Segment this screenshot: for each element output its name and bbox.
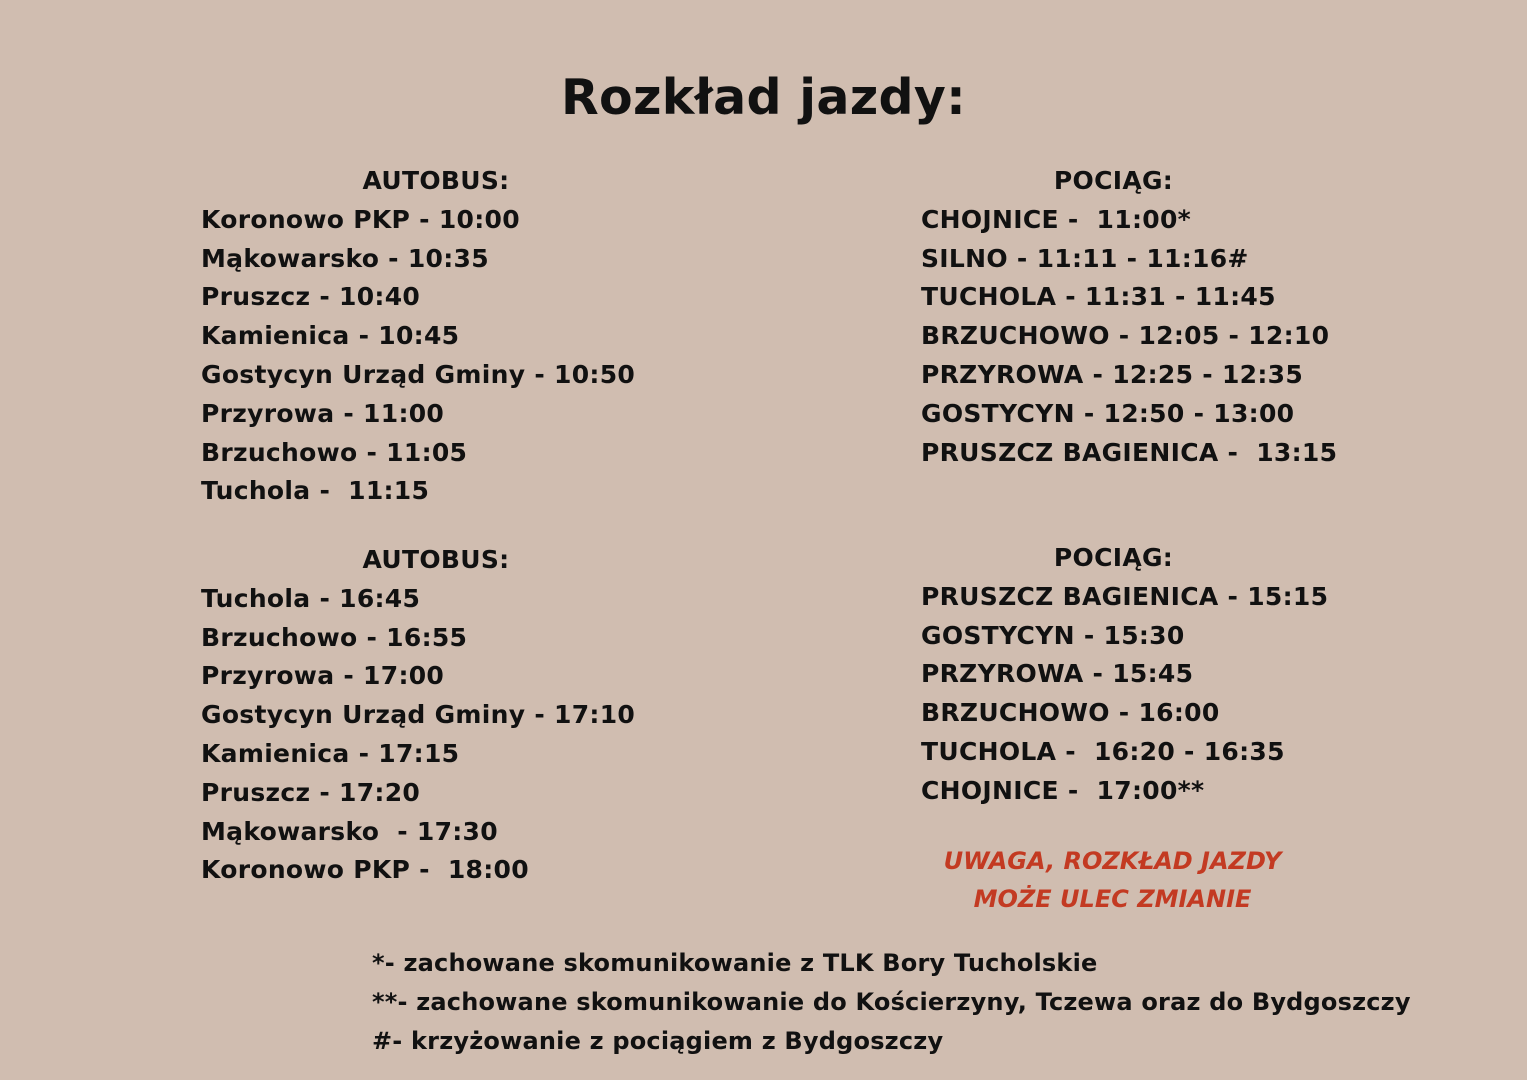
schedule-row: Tuchola - 16:45: [201, 583, 421, 613]
bus-outbound-header: AUTOBUS:: [362, 166, 510, 195]
footnote-hash: #- krzyżowanie z pociągiem z Bydgoszczy: [372, 1026, 944, 1055]
schedule-row: Kamienica - 17:15: [201, 738, 460, 768]
schedule-row: PRUSZCZ BAGIENICA - 15:15: [921, 581, 1329, 611]
schedule-row: PRZYROWA - 15:45: [921, 659, 1194, 689]
page-title: Rozkład jazdy:: [560, 69, 967, 126]
schedule-row: Mąkowarsko - 10:35: [201, 243, 489, 273]
schedule-row: Brzuchowo - 11:05: [201, 437, 468, 467]
train-return-header: POCIĄG:: [1053, 543, 1174, 572]
schedule-row: GOSTYCYN - 15:30: [921, 620, 1185, 650]
schedule-row: Tuchola - 11:15: [201, 476, 430, 506]
schedule-row: SILNO - 11:11 - 11:16#: [921, 243, 1249, 273]
schedule-row: BRZUCHOWO - 12:05 - 12:10: [921, 321, 1330, 351]
schedule-row: PRUSZCZ BAGIENICA - 13:15: [921, 437, 1338, 467]
schedule-row: Pruszcz - 10:40: [201, 282, 421, 312]
warning-line-1: UWAGA, ROZKŁAD JAZDY: [943, 847, 1282, 875]
warning-line-2: MOŻE ULEC ZMIANIE: [973, 885, 1252, 913]
schedule-row: Gostycyn Urząd Gminy - 17:10: [201, 700, 636, 730]
bus-return-schedule: [201, 541, 671, 890]
schedule-row: TUCHOLA - 11:31 - 11:45: [921, 282, 1276, 312]
schedule-row: Koronowo PKP - 18:00: [201, 855, 529, 885]
schedule-row: Mąkowarsko - 17:30: [201, 816, 498, 846]
footnote-double-asterisk: **- zachowane skomunikowanie do Kościerzyny, Tczewa oraz do Bydgoszczy: [372, 987, 1411, 1016]
train-return-schedule: [921, 539, 1329, 811]
bus-outbound-schedule: [201, 162, 671, 511]
schedule-row: CHOJNICE - 11:00*: [921, 204, 1192, 234]
footnotes: [372, 944, 1411, 1060]
schedule-row: Przyrowa - 17:00: [201, 661, 445, 691]
schedule-row: PRZYROWA - 12:25 - 12:35: [921, 359, 1304, 389]
schedule-row: Kamienica - 10:45: [201, 321, 460, 351]
schedule-row: Przyrowa - 11:00: [201, 398, 445, 428]
schedule-row: Brzuchowo - 16:55: [201, 622, 468, 652]
schedule-row: Pruszcz - 17:20: [201, 777, 421, 807]
footnote-asterisk: *- zachowane skomunikowanie z TLK Bory Tucholskie: [372, 949, 1098, 977]
schedule-row: Gostycyn Urząd Gminy - 10:50: [201, 359, 636, 389]
schedule-row: BRZUCHOWO - 16:00: [921, 698, 1220, 728]
schedule-row: Koronowo PKP - 10:00: [201, 204, 520, 234]
schedule-row: GOSTYCYN - 12:50 - 13:00: [921, 398, 1295, 428]
schedule-change-warning: [900, 842, 1325, 918]
bus-return-header: AUTOBUS:: [362, 545, 510, 574]
schedule-row: CHOJNICE - 17:00**: [921, 775, 1205, 805]
schedule-row: TUCHOLA - 16:20 - 16:35: [921, 736, 1285, 766]
train-outbound-header: POCIĄG:: [1053, 166, 1174, 195]
train-outbound-schedule: [921, 162, 1338, 472]
